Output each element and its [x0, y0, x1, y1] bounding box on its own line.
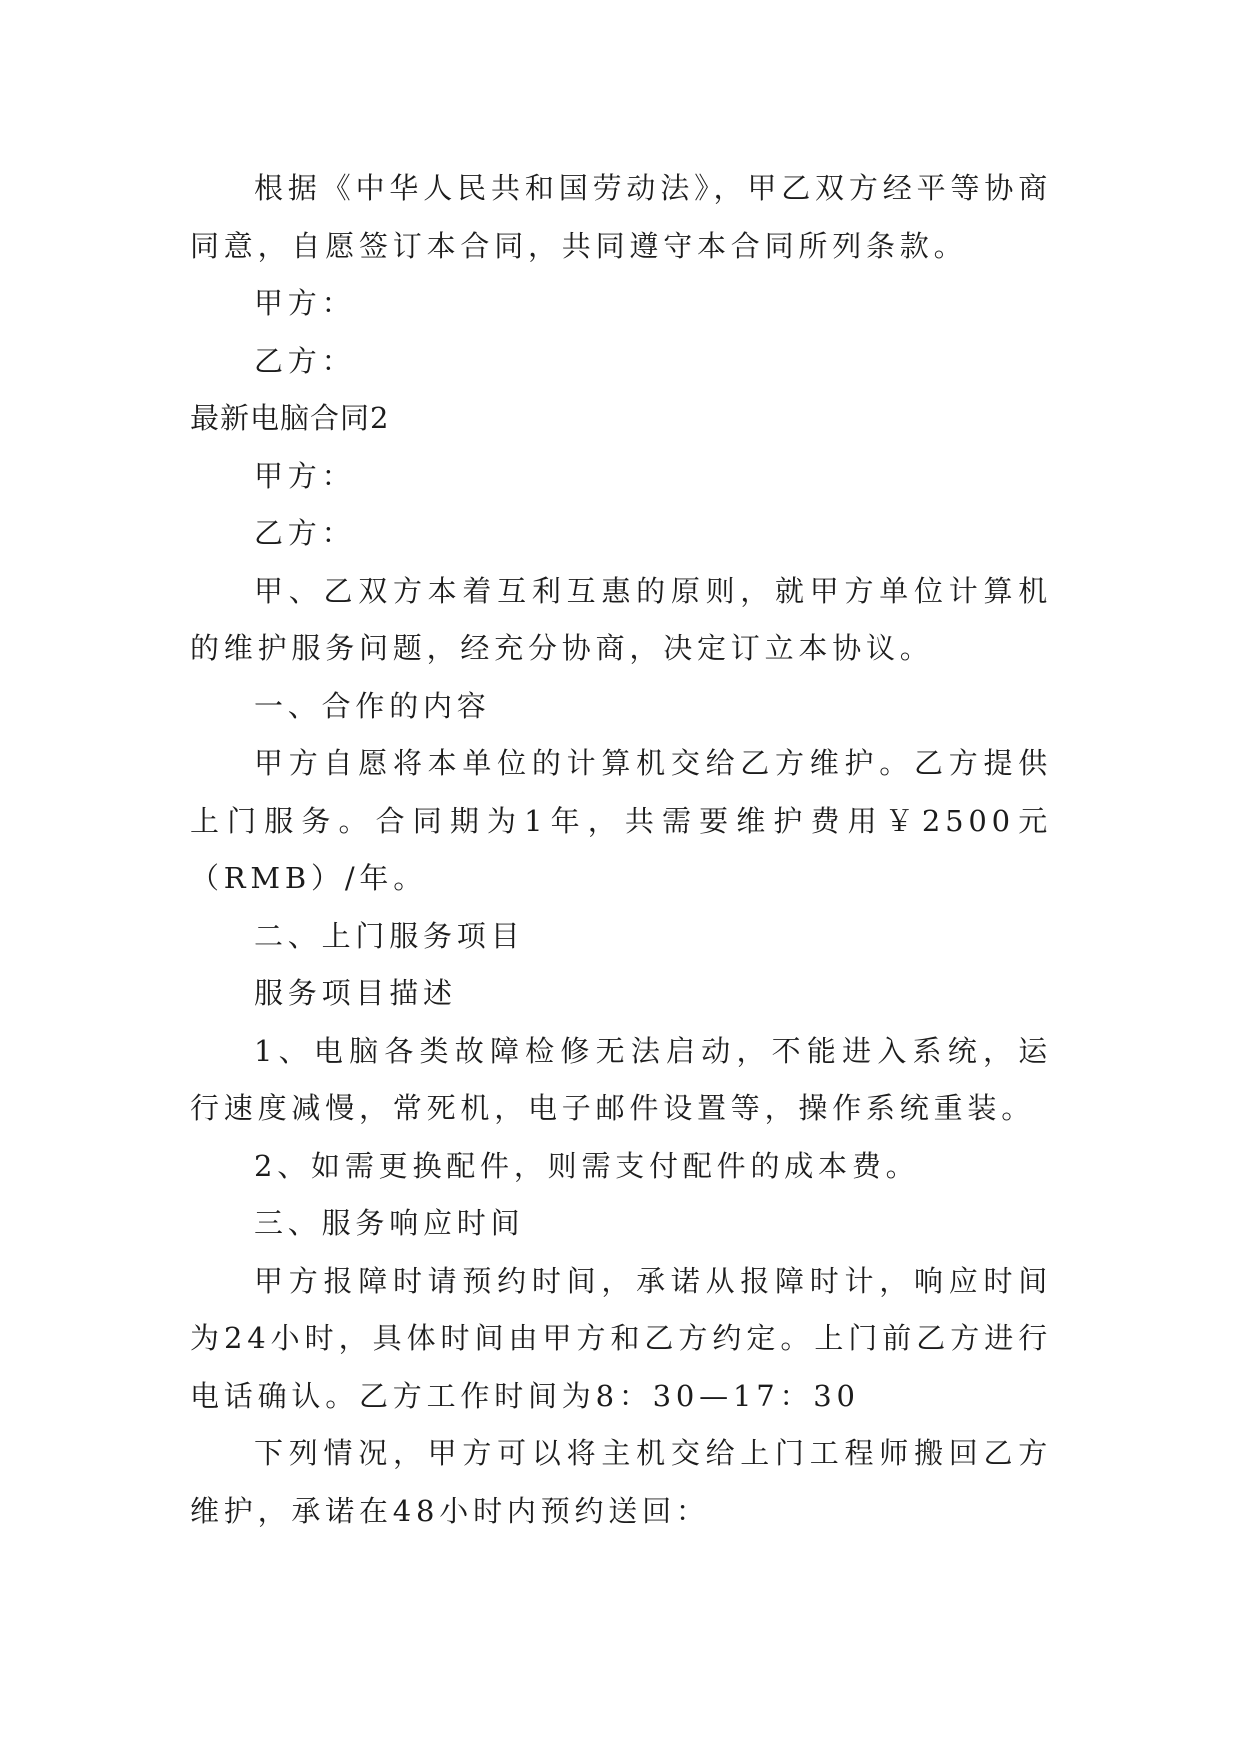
service-item-1: 1、电脑各类故障检修无法启动，不能进入系统，运行速度减慢，常死机，电子邮件设置等，操作系统重装。 — [190, 1033, 1052, 1125]
section-3-conditions: 下列情况，甲方可以将主机交给上门工程师搬回乙方维护，承诺在48小时内预约送回： — [190, 1436, 1052, 1528]
preamble-paragraph: 甲、乙双方本着互利互惠的原则，就甲方单位计算机的维护服务问题，经充分协商，决定订立本协议。 — [190, 573, 1052, 665]
section-3-body: 甲方报障时请预约时间，承诺从报障时计，响应时间为24小时，具体时间由甲方和乙方约定。上门前乙方进行电话确认。乙方工作时间为8：30—17：30 — [190, 1263, 1052, 1413]
party-b-label-2: 乙方： — [254, 516, 356, 550]
section-3-heading: 三、服务响应时间 — [254, 1206, 525, 1240]
service-items-label: 服务项目描述 — [254, 976, 457, 1010]
service-item-2: 2、如需更换配件，则需支付配件的成本费。 — [254, 1148, 920, 1183]
section-2-heading: 二、上门服务项目 — [254, 918, 525, 953]
party-a-label: 甲方： — [254, 286, 356, 320]
section-1-body: 甲方自愿将本单位的计算机交给乙方维护。乙方提供上门服务。合同期为1年，共需要维护费用￥2500元（RMB）/年。 — [190, 746, 1052, 895]
contract-2-title: 最新电脑合同2 — [190, 401, 390, 435]
document-body — [190, 160, 1052, 1540]
section-1-heading: 一、合作的内容 — [254, 688, 491, 723]
party-b-label: 乙方： — [254, 343, 356, 378]
intro-paragraph: 根据《中华人民共和国劳动法》，甲乙双方经平等协商同意，自愿签订本合同，共同遵守本合同所列条款。 — [190, 171, 1052, 263]
party-a-label-2: 甲方： — [254, 458, 356, 493]
